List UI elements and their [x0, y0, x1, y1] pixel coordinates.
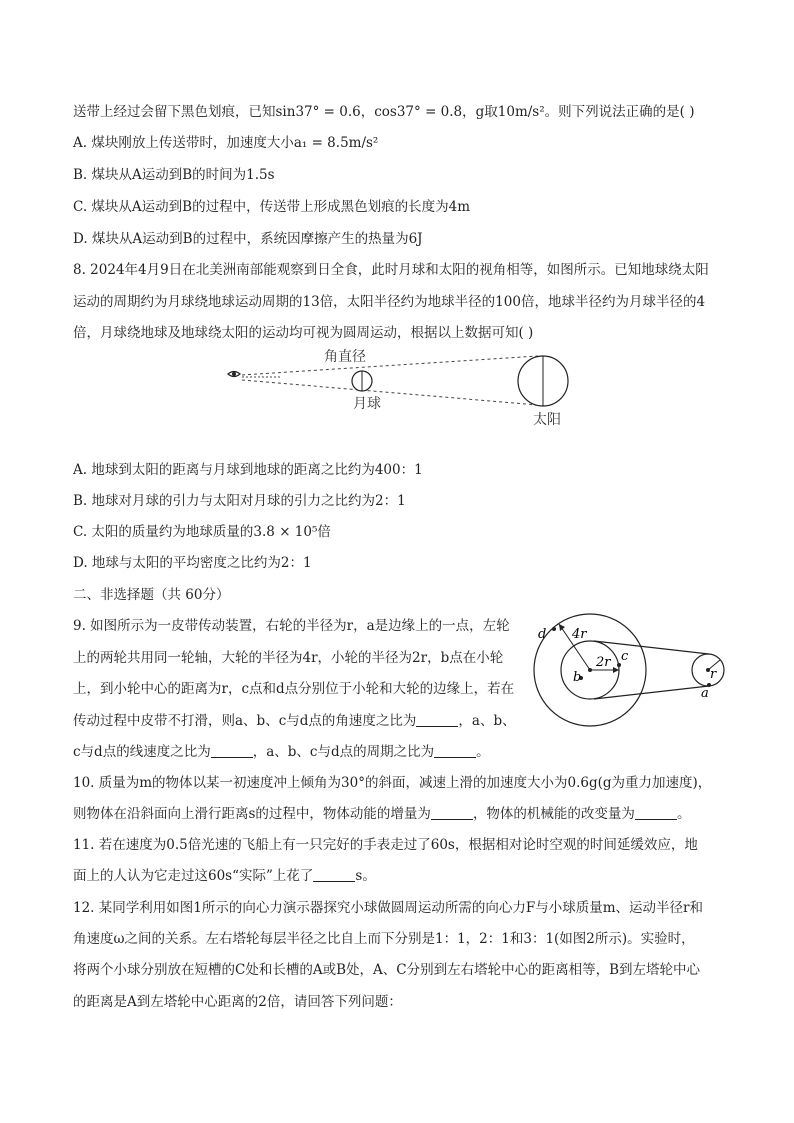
q11-line-2: 面上的人认为它走过这60s“实际”上花了 s。 [73, 868, 376, 884]
svg-text:c: c [621, 649, 629, 664]
q9-line-4: 传动过程中皮带不打滑，则a、b、c与d点的角速度之比为 ，a、b、 [73, 713, 516, 729]
q7-option-d: D. 煤块从A运动到B的过程中，系统因摩擦产生的热量为6J [73, 231, 423, 247]
q12-line-2: 角速度ω之间的关系。左右塔轮每层半径之比自上而下分别是1：1，2：1和3：1(如图2所示)。实验时， [73, 931, 695, 947]
q8-line-3: 倍，月球绕地球及地球绕太阳的运动均可视为圆周运动，根据以上数据可知( ) [73, 325, 534, 341]
svg-text:a: a [701, 686, 709, 701]
q8-option-a: A. 地球到太阳的距离与月球到地球的距离之比约为400：1 [73, 462, 423, 478]
angle-diameter-label: 角直径 [324, 349, 366, 365]
sight-line-lower [242, 380, 538, 405]
q9-line-5: c与d点的线速度之比为 ，a、b、c与d点的周期之比为 。 [73, 744, 490, 760]
answer-blank-1[interactable] [416, 712, 458, 727]
q8-line-1: 8. 2024年4月9日在北美洲南部能观察到日全食，此时月球和太阳的视角相等，如图所示。已知地球绕太阳 [73, 262, 709, 278]
svg-text:4r: 4r [572, 627, 587, 642]
svg-text:2r: 2r [596, 655, 611, 670]
q7-option-b: B. 煤块从A运动到B的时间为1.5s [73, 167, 275, 183]
answer-blank-4[interactable] [431, 805, 473, 820]
q10-line-2: 则物体在沿斜面向上滑行距离s的过程中，物体动能的增量为 ，物体的机械能的改变量为 。 [73, 806, 691, 822]
sight-line-upper [242, 356, 538, 375]
q8-option-d: D. 地球与太阳的平均密度之比约为2：1 [73, 555, 312, 571]
svg-text:b: b [573, 670, 582, 685]
q7-option-a: A. 煤块刚放上传送带时，加速度大小a₁ = 8.5m/s² [73, 135, 379, 151]
sun-label: 太阳 [533, 412, 561, 428]
q10-line-1: 10. 质量为m的物体以某一初速度冲上倾角为30°的斜面，减速上滑的加速度大小为0.6g(g为重力加速度)， [73, 775, 712, 791]
q8-option-c: C. 太阳的质量约为地球质量的3.8 × 10⁵倍 [73, 524, 331, 540]
answer-blank-2[interactable] [211, 743, 253, 758]
svg-text:d: d [538, 627, 547, 642]
q9-line-2: 上的两轮共用同一轮轴，大轮的半径为4r，小轮的半径为2r，b点在小轮 [73, 650, 504, 666]
q9-line-1: 9. 如图所示为一皮带传动装置，右轮的半径为r，a是边缘上的一点，左轮 [73, 618, 510, 634]
section-heading: 二、非选择题（共 60分） [73, 587, 230, 603]
moon-label: 月球 [353, 396, 381, 412]
q8-option-b: B. 地球对月球的引力与太阳对月球的引力之比约为2：1 [73, 493, 406, 509]
q7-option-c: C. 煤块从A运动到B的过程中，传送带上形成黑色划痕的长度为4m [73, 199, 470, 215]
eye-icon [228, 372, 240, 377]
answer-blank-6[interactable] [313, 867, 355, 882]
svg-text:r: r [710, 667, 717, 682]
answer-blank-3[interactable] [434, 743, 476, 758]
answer-blank-5[interactable] [635, 805, 677, 820]
q8-line-2: 运动的周期约为月球绕地球运动周期的13倍，太阳半径约为地球半径的100倍，地球半径约为月球半径的4 [73, 294, 706, 310]
q12-line-3: 将两个小球分别放在短槽的C处和长槽的A或B处，A、C分别到左右塔轮中心的距离相等，B到左塔轮中心 [73, 962, 700, 978]
q11-line-1: 11. 若在速度为0.5倍光速的飞船上有一只完好的手表走过了60s，根据相对论时空观的时间延缓效应，地 [73, 837, 698, 853]
q12-line-4: 的距离是A到左塔轮中心距离的2倍，请回答下列问题： [73, 994, 402, 1010]
q7-line-1: 送带上经过会留下黑色划痕，已知sin37° = 0.6，cos37° = 0.8，g取10m/s²。则下列说法正确的是( ) [73, 104, 695, 120]
point-d-left [552, 627, 556, 631]
q12-line-1: 12. 某同学利用如图1所示的向心力演示器探究小球做圆周运动所需的向心力F与小球质量m、运动半径r和 [73, 900, 703, 916]
belt-drive-diagram [528, 608, 728, 748]
solar-eclipse-diagram [220, 344, 580, 434]
q9-line-3: 上，到小轮中心的距离为r，c点和d点分别位于小轮和大轮的边缘上，若在 [73, 681, 515, 697]
